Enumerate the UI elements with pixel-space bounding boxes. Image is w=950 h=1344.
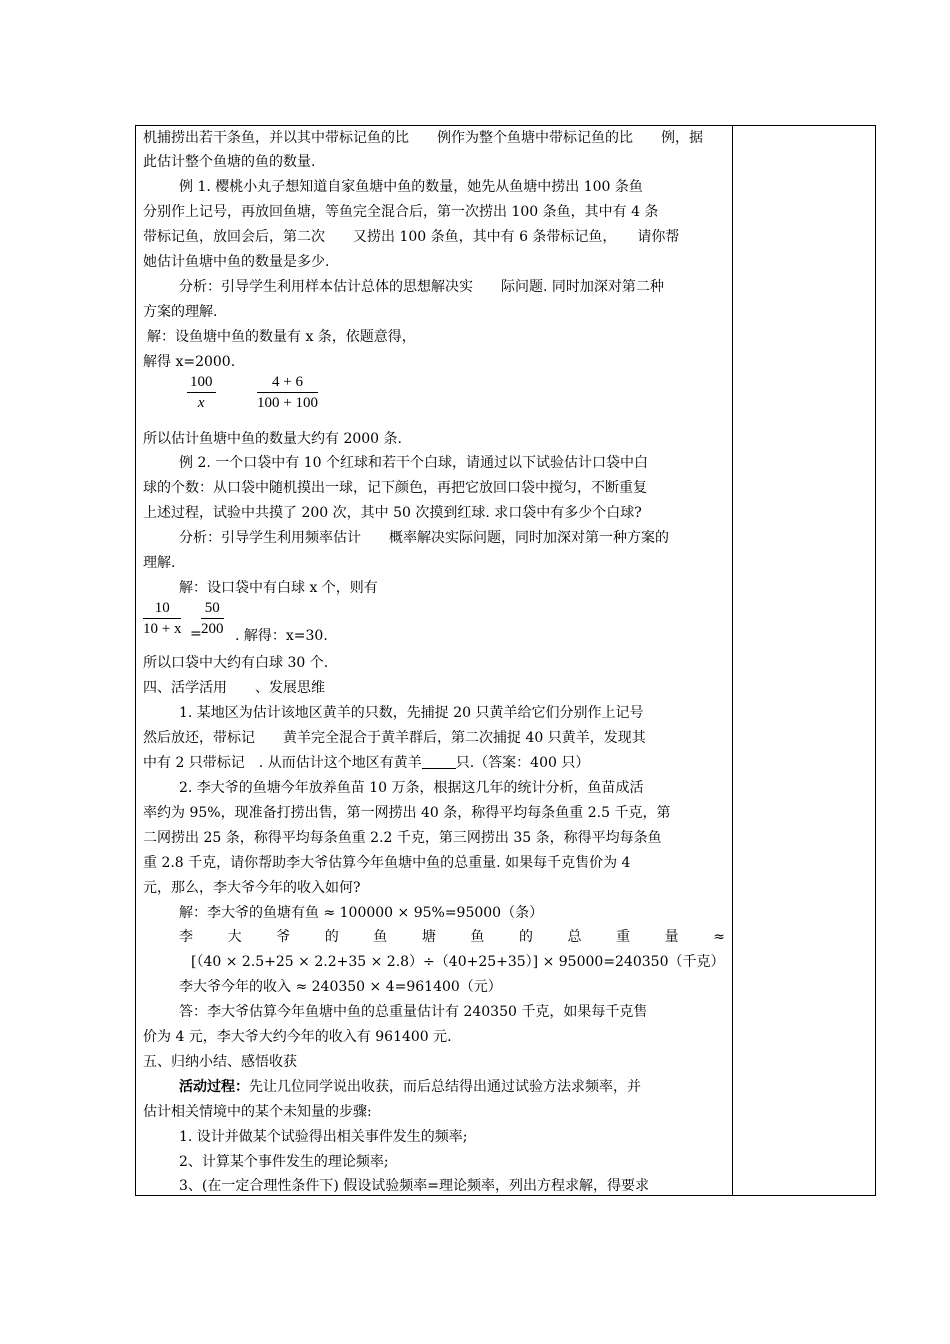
solution-2: 解：设口袋中有白球 x 个，则有 xyxy=(179,580,378,596)
answer-line: 答：李大爷估算今年鱼塘中鱼的总重量估计有 240350 千克，如果每千克售 xyxy=(179,1004,648,1020)
section-4-heading: 四、活学活用 、发展思维 xyxy=(143,680,325,696)
example-1-title: 例 1. 樱桃小丸子想知道自家鱼塘中鱼的数量，她先从鱼塘中捞出 100 条鱼 xyxy=(179,179,643,195)
exercise-1-answer: 只.（答案：400 只） xyxy=(455,755,590,771)
solution-2-result: . 解得：x=30. xyxy=(235,628,328,644)
weight-formula: [（40 × 2.5+25 × 2.2+35 × 2.8）÷（40+25+35）] × 95000=240350（千克） xyxy=(191,954,725,970)
spread-char: 大 xyxy=(227,929,242,945)
activity-label: 活动过程： xyxy=(179,1079,249,1095)
text-line: 所以估计鱼塘中鱼的数量大约有 2000 条. xyxy=(143,431,402,447)
spread-char: 的 xyxy=(324,929,339,945)
step-2: 2、计算某个事件发生的理论频率; xyxy=(179,1154,389,1170)
text-line: 她估计鱼塘中鱼的数量是多少. xyxy=(143,254,330,270)
spread-char: 鱼 xyxy=(373,929,388,945)
example-2-title: 例 2. 一个口袋中有 10 个红球和若干个白球，请通过以下试验估计口袋中白 xyxy=(179,455,648,471)
fraction-numerator: 50 xyxy=(201,600,224,619)
text-line: 价为 4 元，李大爷大约今年的收入有 961400 元. xyxy=(143,1029,452,1045)
solution-3: 解：李大爷的鱼塘有鱼 ≈ 100000 × 95%=95000（条） xyxy=(179,905,544,921)
income-formula: 李大爷今年的收入 ≈ 240350 × 4=961400（元） xyxy=(179,979,502,995)
fraction-50-over-200 xyxy=(201,600,224,638)
text-line: 上述过程，试验中共摸了 200 次，其中 50 次摸到红球. 求口袋中有多少个白球? xyxy=(143,505,642,521)
text-line: 方案的理解. xyxy=(143,304,218,320)
fraction-denominator: 100 + 100 xyxy=(257,395,318,411)
text-line: 二网捞出 25 条，称得平均每条鱼重 2.2 千克，第三网捞出 35 条，称得平均每条鱼 xyxy=(143,830,662,846)
text-line: 估计相关情境中的某个未知量的步骤: xyxy=(143,1104,372,1120)
text-line xyxy=(143,753,589,775)
fraction-numerator: 4 + 6 xyxy=(257,374,318,393)
fraction-denominator: 10 + x xyxy=(143,621,182,637)
answer-blank xyxy=(422,754,456,769)
exercise-2: 2. 李大爷的鱼塘今年放养鱼苗 10 万条，根据这几年的统计分析，鱼苗成活 xyxy=(179,780,644,796)
table-column-divider xyxy=(732,125,733,1196)
text-line: 理解. xyxy=(143,555,176,571)
text-line: 此估计整个鱼塘的鱼的数量. xyxy=(143,154,316,170)
section-5-heading: 五、归纳小结、感悟收获 xyxy=(143,1054,297,1070)
text-line: 元，那么，李大爷今年的收入如何? xyxy=(143,880,361,896)
fraction-10-over-10-plus-x xyxy=(143,600,181,638)
text-line: 所以口袋中大约有白球 30 个. xyxy=(143,655,329,671)
spread-char: 量 xyxy=(664,929,679,945)
spread-char: 总 xyxy=(567,929,582,945)
activity-text: 先让几位同学说出收获，而后总结得出通过试验方法求频率，并 xyxy=(249,1079,641,1095)
text-line: 机捕捞出若干条鱼，并以其中带标记鱼的比 例作为整个鱼塘中带标记鱼的比 例，据 xyxy=(143,130,703,146)
text-line: 解得 x=2000. xyxy=(143,354,236,370)
fraction-denominator: 200 xyxy=(201,621,224,637)
text-line: 重 2.8 千克，请你帮助李大爷估算今年鱼塘中鱼的总重量. 如果每千克售价为 4 xyxy=(143,855,631,871)
text-line: 然后放还，带标记 黄羊完全混合于黄羊群后，第二次捕捉 40 只黄羊，发现其 xyxy=(143,730,646,746)
spread-char: 鱼 xyxy=(470,929,485,945)
spread-char: 的 xyxy=(518,929,533,945)
analysis-2: 分析：引导学生利用频率估计 概率解决实际问题，同时加深对第一种方案的 xyxy=(179,530,669,546)
text-line: 率约为 95%，现准备打捞出售，第一网捞出 40 条，称得平均每条鱼重 2.5 千克，第 xyxy=(143,805,671,821)
step-3: 3、(在一定合理性条件下) 假设试验频率=理论频率，列出方程求解，得要求 xyxy=(179,1178,650,1194)
fraction-denominator: x xyxy=(197,395,205,411)
spread-char: 塘 xyxy=(421,929,436,945)
fraction-100-over-x xyxy=(187,374,216,412)
fraction-numerator: 10 xyxy=(143,600,181,619)
step-1: 1. 设计并做某个试验得出相关事件发生的频率; xyxy=(179,1129,468,1145)
fraction-sum xyxy=(257,374,318,412)
equals-sign: = xyxy=(190,626,202,642)
spread-char: 重 xyxy=(616,929,631,945)
text-line: 球的个数：从口袋中随机摸出一球，记下颜色，再把它放回口袋中搅匀，不断重复 xyxy=(143,480,647,496)
text-line: 分别作上记号，再放回鱼塘，等鱼完全混合后，第一次捞出 100 条鱼，其中有 4 条 xyxy=(143,204,659,220)
activity-process xyxy=(179,1077,641,1099)
spread-char: 李 xyxy=(179,929,193,945)
spread-line xyxy=(179,927,725,949)
exercise-1-text: 中有 2 只带标记 . 从而估计这个地区有黄羊 xyxy=(143,755,422,771)
spread-char: ≈ xyxy=(713,929,725,945)
analysis-1: 分析：引导学生利用样本估计总体的思想解决实 际问题. 同时加深对第二种 xyxy=(179,279,664,295)
text-line: 带标记鱼，放回会后，第二次 又捞出 100 条鱼，其中有 6 条带标记鱼， 请你帮 xyxy=(143,229,680,245)
exercise-1: 1. 某地区为估计该地区黄羊的只数，先捕捉 20 只黄羊给它们分别作上记号 xyxy=(179,705,644,721)
spread-char: 爷 xyxy=(276,929,291,945)
fraction-numerator: 100 xyxy=(187,374,216,393)
solution-1: 解：设鱼塘中鱼的数量有 x 条，依题意得， xyxy=(147,329,416,345)
